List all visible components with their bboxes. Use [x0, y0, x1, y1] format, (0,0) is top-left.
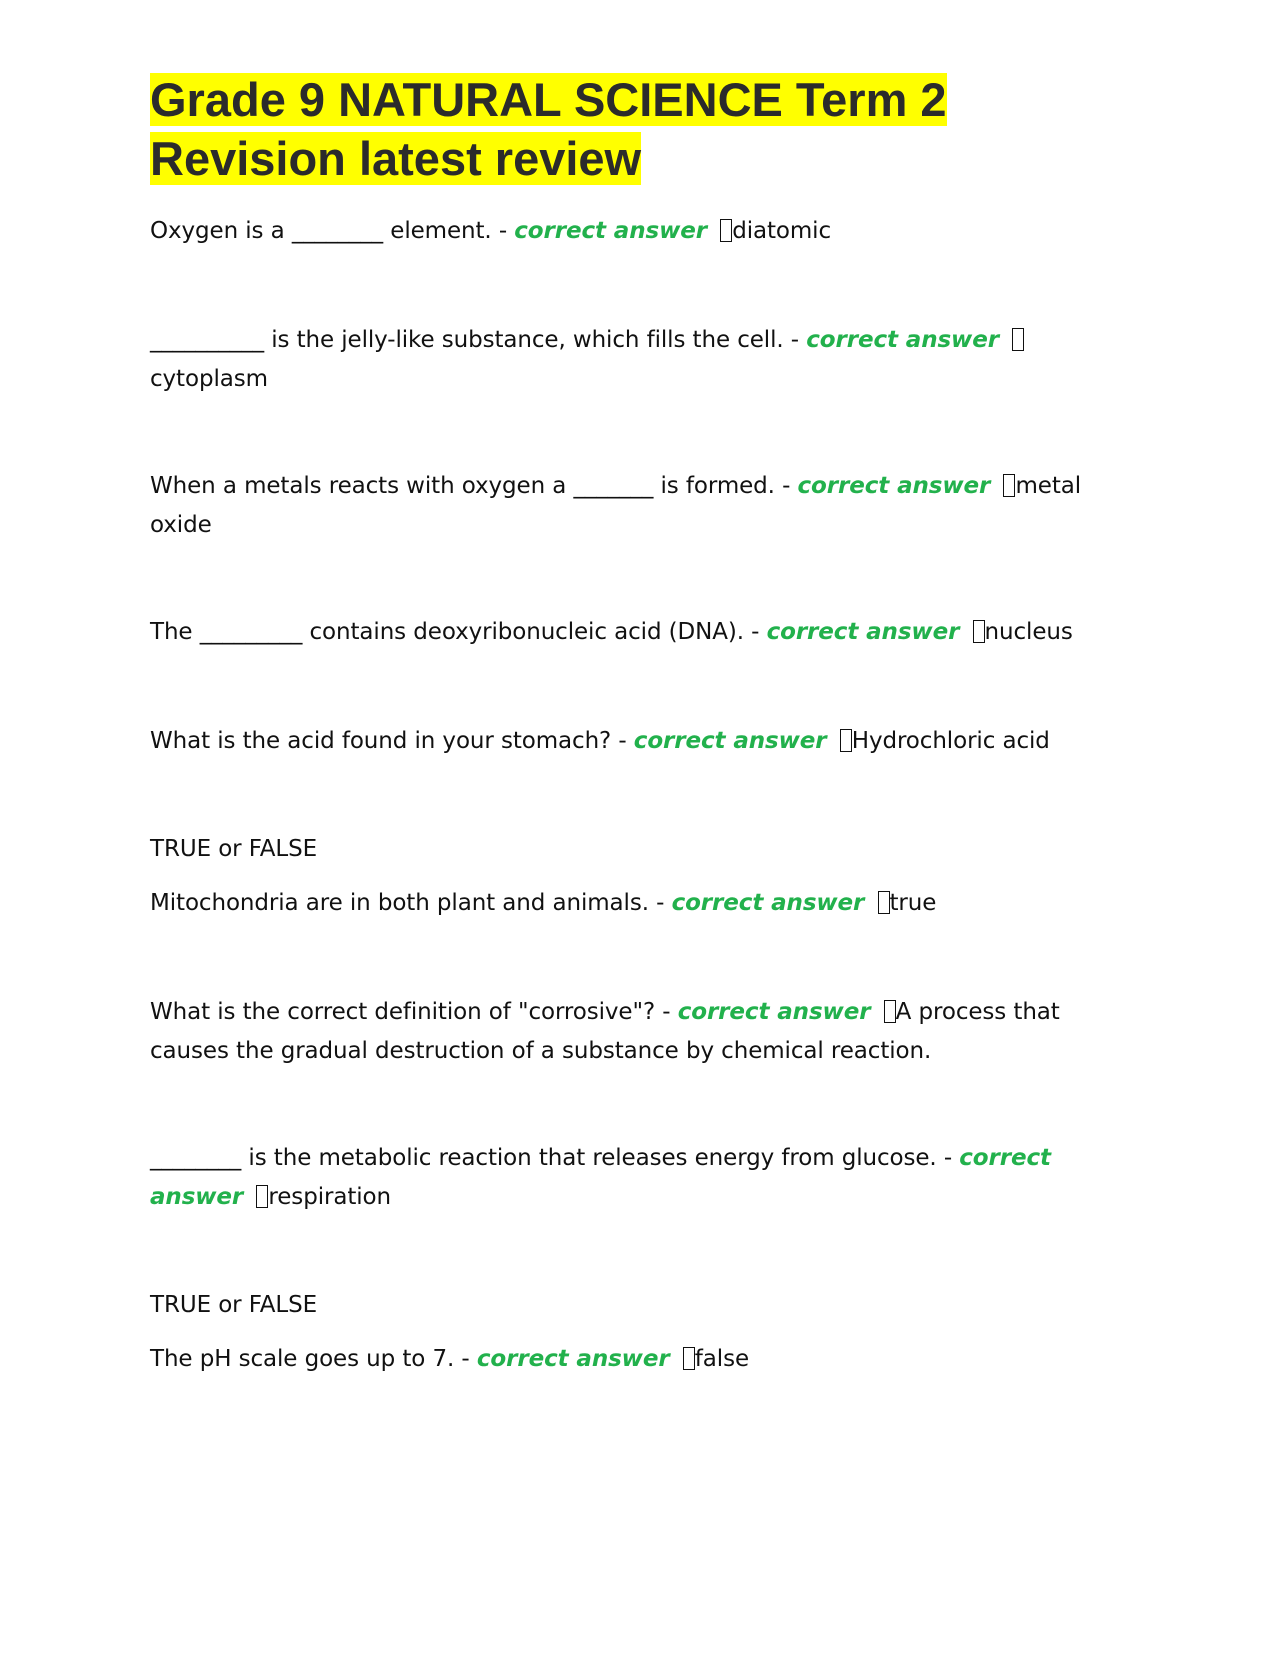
correct-answer-label: correct answer: [677, 999, 871, 1025]
question-text: __________ is the jelly-like substance, which fills the cell. -: [150, 327, 807, 353]
correct-answer-label: correct answer: [633, 728, 827, 754]
correct-answer-label: correct answer: [797, 473, 991, 499]
correct-answer-label: correct answer: [476, 1346, 670, 1372]
question-4: [150, 613, 1110, 652]
checkbox-icon: [683, 1347, 695, 1370]
question-6: [150, 884, 1110, 923]
correct-answer-label: correct answer: [766, 619, 960, 645]
correct-answer-label: correct answer: [806, 327, 999, 353]
document-title: [150, 70, 1140, 188]
answer-text: A process that causes the gradual destruction of a substance by chemical reaction.: [150, 999, 1060, 1064]
question-text: Mitochondria are in both plant and animals. -: [150, 890, 672, 916]
answer-text: false: [694, 1346, 750, 1372]
checkbox-icon: [720, 219, 732, 242]
question-text: Oxygen is a ________ element. -: [150, 218, 515, 244]
answer-text: true: [889, 890, 937, 916]
checkbox-icon: [256, 1185, 268, 1208]
question-text: What is the acid found in your stomach? -: [150, 728, 634, 754]
title-line-1: Grade 9 NATURAL SCIENCE Term 2: [150, 73, 947, 126]
question-text: ________ is the metabolic reaction that releases energy from glucose. -: [150, 1145, 960, 1171]
answer-text: Hydrochloric acid: [851, 728, 1050, 754]
question-text: What is the correct definition of "corrosive"? -: [150, 999, 678, 1025]
answer-text: nucleus: [984, 619, 1073, 645]
question-text: When a metals reacts with oxygen a _______ is formed. -: [150, 473, 798, 499]
question-3: [150, 467, 1110, 545]
question-7: [150, 993, 1110, 1071]
checkbox-icon: [1003, 474, 1015, 497]
checkbox-icon: [878, 891, 890, 914]
question-1: [150, 212, 1110, 251]
question-9: [150, 1340, 1110, 1379]
true-false-label: TRUE or FALSE: [150, 836, 318, 862]
answer-text: metal oxide: [150, 473, 1082, 538]
question-5: [150, 722, 1110, 761]
checkbox-icon: [884, 1000, 896, 1023]
answer-text: cytoplasm: [150, 366, 268, 392]
title-line-2: Revision latest review: [150, 132, 642, 185]
checkbox-icon: [1012, 328, 1024, 351]
correct-answer-label: correct answer: [150, 1145, 1051, 1210]
question-2: [150, 321, 1110, 399]
question-text: The pH scale goes up to 7. -: [150, 1346, 477, 1372]
checkbox-icon: [840, 729, 852, 752]
answer-text: respiration: [268, 1184, 391, 1210]
true-false-label: TRUE or FALSE: [150, 1292, 318, 1318]
question-text: The _________ contains deoxyribonucleic acid (DNA). -: [150, 619, 767, 645]
correct-answer-label: correct answer: [514, 218, 707, 244]
answer-text: diatomic: [732, 218, 832, 244]
correct-answer-label: correct answer: [671, 890, 865, 916]
checkbox-icon: [973, 620, 985, 643]
question-8: [150, 1139, 1110, 1217]
